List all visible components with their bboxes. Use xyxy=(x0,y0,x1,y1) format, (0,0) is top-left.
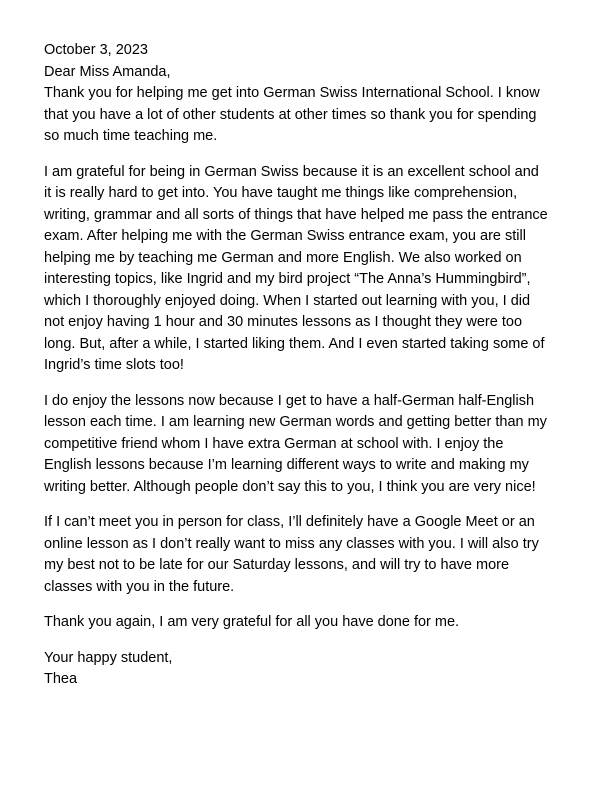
letter-closing: Your happy student, xyxy=(44,649,173,666)
letter-paragraph: Thank you again, I am very grateful for all you have done for me. xyxy=(44,614,460,630)
letter-paragraph: Thank you for helping me get into German Swiss International School. I know that you have a lot of other students at other times so thank you for spending so much time teaching me. xyxy=(44,85,540,144)
letter-salutation: Dear Miss Amanda, xyxy=(44,63,171,80)
letter-paragraph: If I can’t meet you in person for class, I’ll definitely have a Google Meet or an online lesson as I don’t really want to miss any classes with you. I will also try my best not to be late for our Saturday lessons, and will try to have more classes with you in the future. xyxy=(44,514,539,595)
letter xyxy=(44,40,549,691)
letter-signature: Thea xyxy=(44,671,78,687)
letter-date: October 3, 2023 xyxy=(44,42,148,58)
letter-paragraph: I do enjoy the lessons now because I get to have a half-German half-English lesson each time. I am learning new German words and getting better than my competitive friend whom I have extra German at school with. I enjoy the English lessons because I’m learning different ways to write and making my writing better. Although people don’t say this to you, I think you are very nice! xyxy=(44,392,547,495)
letter-paragraph: I am grateful for being in German Swiss because it is an excellent school and it is really hard to get into. You have taught me things like comprehension, writing, grammar and all sorts of things that have helped me pass the entrance exam. After helping me with the German Swiss entrance exam, you are still helping me by teaching me German and more English. We also worked on interesting topics, like Ingrid and my bird project “The Anna’s Hummingbird”, which I thoroughly enjoyed doing. When I started out learning with you, I did not enjoy having 1 hour and 30 minutes lessons as I thought they were too long. But, after a while, I started liking them. And I even started taking some of Ingrid’s time slots too! xyxy=(44,163,548,373)
